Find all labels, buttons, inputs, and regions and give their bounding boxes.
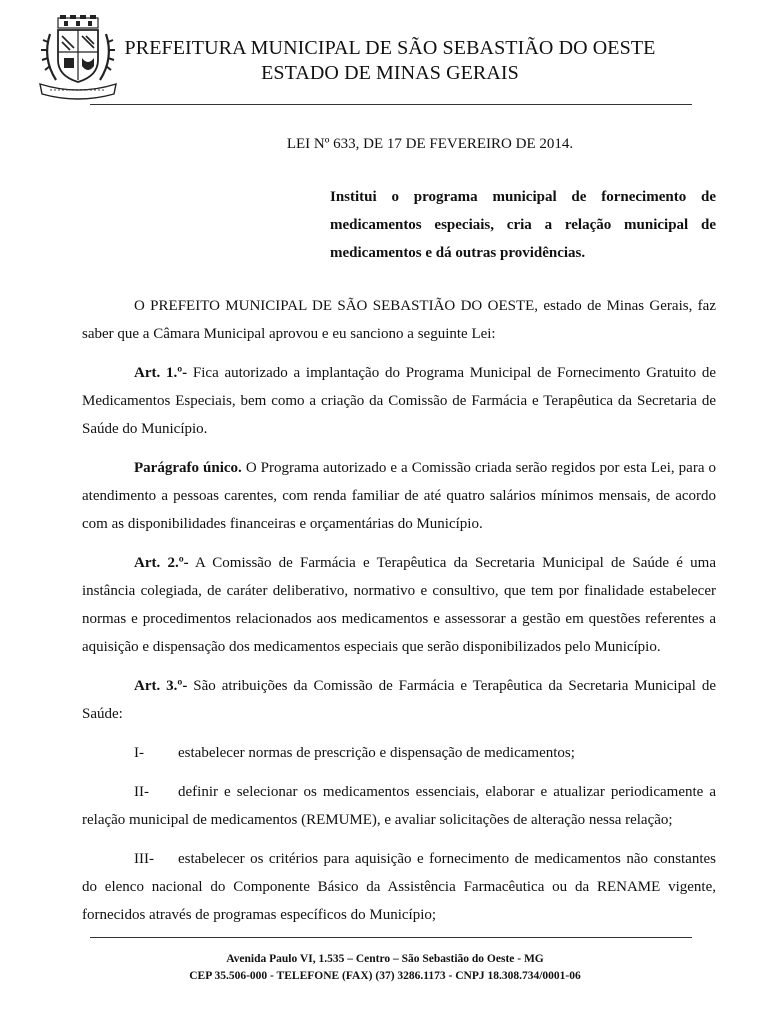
article-1 — [82, 359, 716, 443]
list-item-text: definir e selecionar os medicamentos essenciais, elaborar e atualizar periodicamente a relação municipal de medicamentos (REMUME), e avaliar solicitações de alteração nessa relação; — [82, 784, 716, 828]
law-body — [82, 292, 716, 940]
list-item-text: estabelecer os critérios para aquisição e fornecimento de medicamentos não constantes do elenco nacional do Componente Básico da Assistência Farmacêutica ou da RENAME vigente, fornecidos através de programas específicos do Município; — [82, 851, 716, 923]
list-item — [82, 845, 716, 929]
article-3-label: Art. 3.º- — [134, 678, 188, 694]
footer-divider — [90, 937, 692, 938]
law-summary: Institui o programa municipal de fornecimento de medicamentos especiais, cria a relação municipal de medicamentos e dá outras providências. — [330, 189, 716, 261]
list-item-text: estabelecer normas de prescrição e dispensação de medicamentos; — [178, 745, 575, 761]
article-1-text: Fica autorizado a implantação do Programa Municipal de Fornecimento Gratuito de Medicamentos Especiais, bem como a criação da Comissão de Farmácia e Terapêutica da Secretaria de Saúde do Município. — [82, 365, 716, 437]
header-municipality-name: PREFEITURA MUNICIPAL DE SÃO SEBASTIÃO DO OESTE — [124, 37, 656, 59]
article-2-text: A Comissão de Farmácia e Terapêutica da Secretaria Municipal de Saúde é uma instância colegiada, de caráter deliberativo, normativo e consultivo, que tem por finalidade estabelecer normas e procedimentos relacionados aos medicamentos e assessorar a gestão em questões referentes a aquisição e dispensação dos medicamentos especiais que serão disponibilizados pelo Município. — [82, 555, 716, 655]
preamble: O PREFEITO MUNICIPAL DE SÃO SEBASTIÃO DO OESTE, estado de Minas Gerais, faz saber que a Câmara Municipal aprovou e eu sanciono a seguinte Lei: — [82, 298, 716, 342]
list-item — [82, 739, 716, 767]
header-divider — [90, 104, 692, 105]
article-3 — [82, 672, 716, 728]
paragrafo-unico-label: Parágrafo único. — [134, 460, 242, 476]
list-item — [82, 778, 716, 834]
law-title: LEI Nº 633, DE 17 DE FEVEREIRO DE 2014. — [286, 136, 574, 152]
list-item-number: III- — [134, 851, 154, 867]
paragrafo-unico — [82, 454, 716, 538]
paragrafo-unico-text: O Programa autorizado e a Comissão criada serão regidos por esta Lei, para o atendimento a pessoas carentes, com renda familiar de até quatro salários mínimos mensais, de acordo com as disponibilidades financeiras e orçamentárias do Município. — [82, 460, 717, 532]
article-2-label: Art. 2.º- — [134, 555, 189, 571]
footer-contact: CEP 35.506-000 - TELEFONE (FAX) (37) 3286.1173 - CNPJ 18.308.734/0001-06 — [189, 970, 581, 982]
footer-address: Avenida Paulo VI, 1.535 – Centro – São Sebastião do Oeste - MG — [226, 953, 544, 965]
list-item-number: II- — [134, 784, 149, 800]
article-3-text: São atribuições da Comissão de Farmácia e Terapêutica da Secretaria Municipal de Saúde: — [82, 678, 716, 722]
article-1-label: Art. 1.º- — [134, 365, 188, 381]
header-state-name: ESTADO DE MINAS GERAIS — [261, 62, 519, 84]
municipal-coat-of-arms-icon — [36, 14, 120, 102]
article-2 — [82, 549, 716, 661]
list-item-number: I- — [134, 745, 144, 761]
